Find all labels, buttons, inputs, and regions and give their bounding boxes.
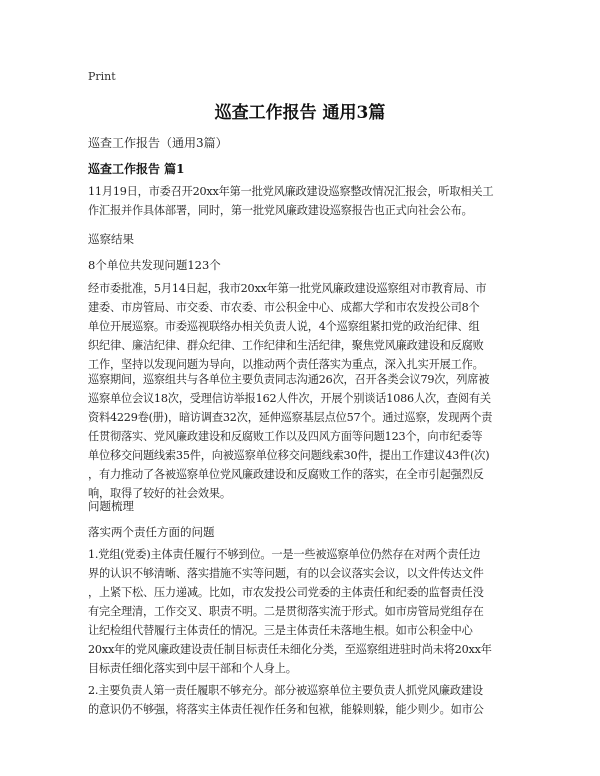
- paragraph-line: 20xx年的党风廉政建设责任制目标责任未细化分类，至巡察组进驻时尚未将20xx年: [88, 643, 492, 656]
- paragraph-line: 单位移交问题线索35件，向被巡察单位移交问题线索30件，提出工作建议43件(次): [88, 449, 490, 462]
- paragraph-line: 让纪检组代替履行主体责任的情况。三是主体责任未落地生根。如市公积金中心: [88, 624, 473, 637]
- paragraph-party-responsibility: [88, 545, 524, 678]
- paragraph-line: 界的认识不够清晰、落实措施不实等问题，有的以会议落实会议，以文件传达文件: [88, 567, 484, 580]
- paragraph-line: 2.主要负责人第一责任履职不够充分。部分被巡察单位主要负责人抓党风廉政建设: [88, 684, 483, 697]
- paragraph-line: 织纪律、廉洁纪律、群众纪律、工作纪律和生活纪律，聚焦党风廉政建设和反腐败: [88, 339, 484, 352]
- label-issues: 问题梳理: [88, 499, 134, 513]
- paragraph-line: 目标责任细化落实到中层干部和个人身上。: [88, 662, 297, 675]
- document-subtitle: 巡查工作报告（通用3篇）: [88, 136, 228, 150]
- paragraph-line: 建委、市房管局、市交委、市农委、市公积金中心、成都大学和市农发投公司8个: [88, 301, 480, 314]
- paragraph-line: ，上紧下松、压力递减。比如，市农发投公司党委的主体责任和纪委的监督责任没: [88, 586, 484, 599]
- paragraph-line: 工作，坚持以发现问题为导向，以推动两个责任落实为重点，深入扎实开展工作。: [88, 358, 484, 371]
- print-label: Print: [88, 70, 116, 83]
- paragraph-line: 巡察单位会议18次，受理信访举报162人件次，开展个别谈话1086人次，查阅有关: [88, 392, 491, 405]
- paragraph-line: 11月19日，市委召开20xx年第一批党风廉政建设巡察整改情况汇报会，听取相关工: [88, 185, 494, 198]
- paragraph-intro: [88, 182, 524, 220]
- paragraph-leader-responsibility: [88, 681, 524, 719]
- paragraph-line: ，有力推动了各被巡察单位党风廉政建设和反腐败工作的落实，在全市引起强烈反: [88, 468, 484, 481]
- paragraph-approval: [88, 279, 524, 374]
- paragraph-line: 任贯彻落实、党风廉政建设和反腐败工作以及四风方面等问题123个，向市纪委等: [88, 430, 483, 443]
- paragraph-line: 资料4229卷(册)，暗访调查32次，延伸巡察基层点位57个。通过巡察，发现两个责: [88, 411, 493, 424]
- document-title: 巡查工作报告 通用3篇: [214, 103, 386, 123]
- paragraph-line: 响，取得了较好的社会效果。: [88, 487, 231, 500]
- paragraph-line: 经市委批准，5月14日起，我市20xx年第一批党风廉政建设巡察组对市教育局、市: [88, 282, 487, 295]
- label-found-issues: 8个单位共发现问题123个: [88, 258, 221, 272]
- paragraph-line: 的意识仍不够强，将落实主体责任视作任务和包袱，能躲则躲，能少则少。如市公: [88, 703, 484, 716]
- label-results: 巡察结果: [88, 232, 134, 246]
- paragraph-line: 作汇报并作具体部署，同时，第一批党风廉政建设巡察报告也正式向社会公布。: [88, 204, 473, 217]
- paragraph-line: 1.党组(党委)主体责任履行不够到位。一是一些被巡察单位仍然存在对两个责任边: [88, 548, 481, 561]
- paragraph-line: 巡察期间，巡察组共与各单位主要负责同志沟通26次，召开各类会议79次，列席被: [88, 373, 490, 386]
- label-two-responsibilities: 落实两个责任方面的问题: [88, 525, 215, 539]
- paragraph-inspection: [88, 370, 524, 503]
- paragraph-line: 单位开展巡察。市委巡视联络办相关负责人说，4个巡察组紧扣党的政治纪律、组: [88, 320, 480, 333]
- paragraph-line: 有完全理清，工作交叉、职责不明。二是贯彻落实流于形式。如市房管局党组存在: [88, 605, 484, 618]
- section-heading: 巡查工作报告 篇1: [88, 162, 185, 176]
